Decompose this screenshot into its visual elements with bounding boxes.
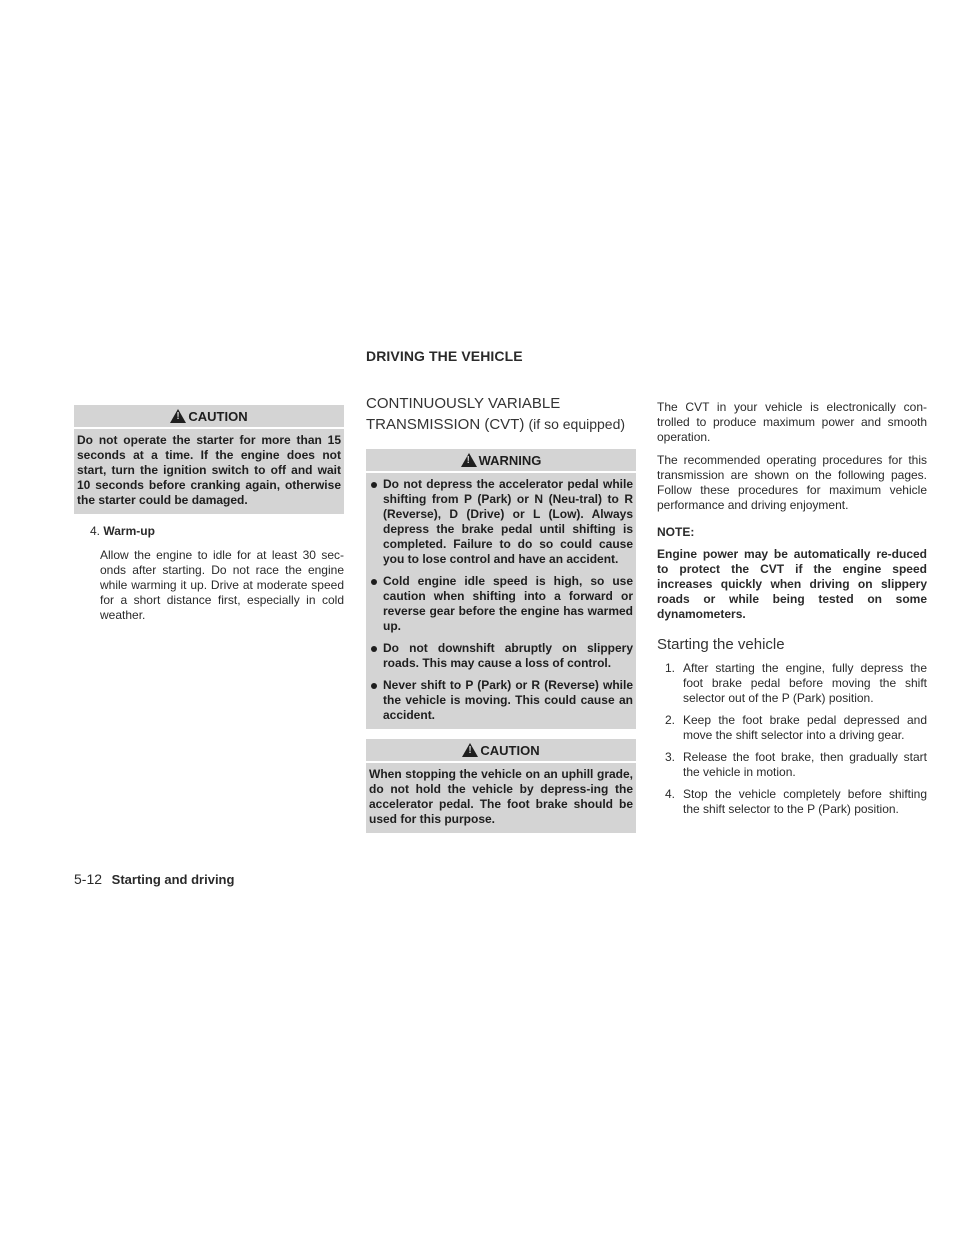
list-item: 3. Release the foot brake, then gradually start the vehicle in motion. — [665, 750, 927, 779]
caution-box-starter — [74, 405, 344, 514]
warm-up-heading — [74, 524, 344, 539]
left-column — [74, 405, 344, 623]
warning-body — [366, 473, 636, 729]
paragraph: The recommended operating procedures for this transmission are shown on the following pages. Follow these procedures for maximum vehicle performance and driving enjoyment. — [657, 453, 927, 512]
warm-up-body: Allow the engine to idle for at least 30 sec-onds after starting. Do not race the engine while warming it up. Drive at moderate speed for a short distance first, especially in cold weather. — [100, 548, 344, 622]
section-title: DRIVING THE VEHICLE — [366, 348, 523, 364]
paragraph: The CVT in your vehicle is electronically con-trolled to produce maximum power and smooth operation. — [657, 400, 927, 444]
warning-box — [366, 449, 636, 729]
caution-body: Do not operate the starter for more than 15 seconds at a time. If the engine does not start, turn the ignition switch to off and wait 10 seconds before cranking again, otherwise the starter could be damaged. — [77, 433, 341, 507]
chapter-title: Starting and driving — [111, 872, 235, 887]
warning-triangle-icon — [170, 409, 186, 423]
caution-header: !CAUTION — [74, 405, 344, 429]
subsection-title: CONTINUOUSLY VARIABLE TRANSMISSION (CVT) (if so equipped) — [366, 395, 626, 433]
item-title: Warm-up — [103, 524, 155, 538]
bullet-icon — [371, 579, 377, 585]
note-heading: NOTE: — [657, 525, 695, 539]
warning-triangle-icon — [462, 743, 478, 757]
starting-steps — [657, 661, 927, 817]
right-column — [657, 400, 927, 824]
page-number: 5-12 — [74, 871, 103, 887]
starting-title: Starting the vehicle — [657, 636, 785, 653]
list-item: Never shift to P (Park) or R (Reverse) while the vehicle is moving. This could cause an accident. — [369, 678, 633, 723]
bullet-icon — [371, 683, 377, 689]
caution-box-uphill — [366, 739, 636, 833]
note-body: Engine power may be automatically re-duced to protect the CVT if the engine speed increases quickly when driving on slippery roads or while being tested on some dynamometers. — [657, 547, 927, 621]
list-item: 1. After starting the engine, fully depress the foot brake pedal before moving the shift selector out of the P (Park) position. — [665, 661, 927, 705]
list-item: 2. Keep the foot brake pedal depressed and move the shift selector into a driving gear. — [665, 713, 927, 742]
page-footer — [74, 871, 234, 887]
bullet-icon — [371, 646, 377, 652]
list-item: Do not downshift abruptly on slippery roads. This may cause a loss of control. — [369, 641, 633, 671]
subsection-suffix: (if so equipped) — [528, 416, 626, 432]
warning-header: !WARNING — [366, 449, 636, 473]
caution-header: !CAUTION — [366, 739, 636, 763]
list-item: Do not depress the accelerator pedal while shifting from P (Park) or N (Neu-tral) to R (Reverse), D (Drive) or L (Low). Always depress the brake pedal until shifting is completed. Failure to do so could cause you to lose control and have an accident. — [369, 477, 633, 567]
list-item: Cold engine idle speed is high, so use caution when shifting into a forward or reverse gear before the engine has warmed up. — [369, 574, 633, 634]
item-number: 4. — [89, 524, 100, 538]
list-item: 4. Stop the vehicle completely before shifting the shift selector to the P (Park) position. — [665, 787, 927, 816]
middle-column — [366, 348, 636, 843]
warning-triangle-icon — [461, 453, 477, 467]
bullet-icon — [371, 482, 377, 488]
caution-body: When stopping the vehicle on an uphill grade, do not hold the vehicle by depress-ing the accelerator pedal. The foot brake should be used for this purpose. — [369, 767, 633, 826]
